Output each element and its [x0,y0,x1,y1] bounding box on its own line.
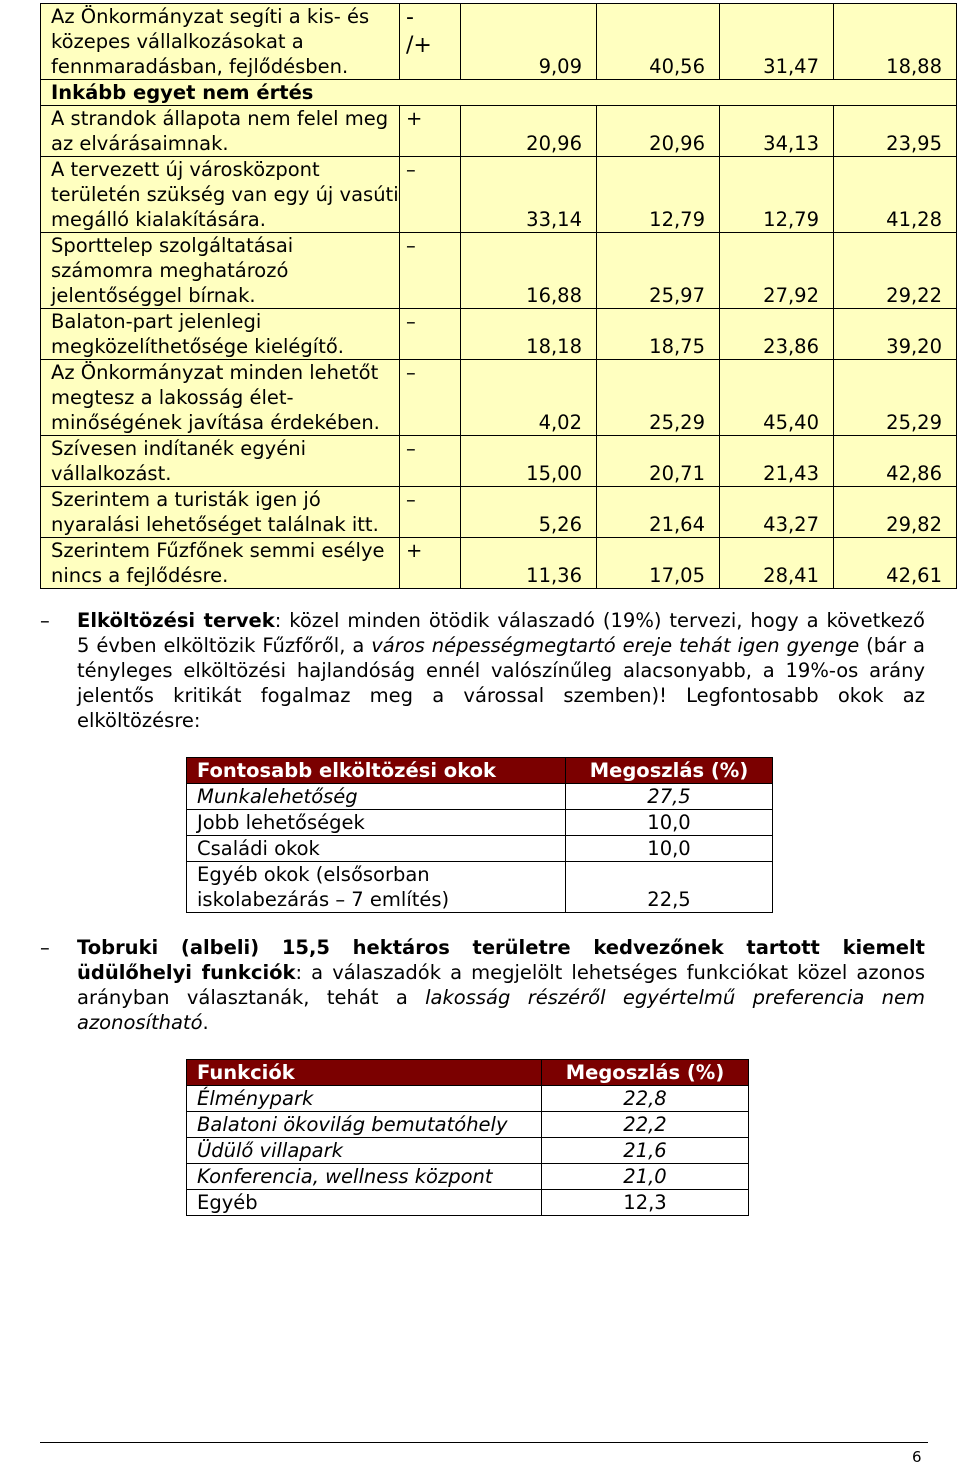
value-cell: 9,09 [461,4,597,80]
value-cell: 42,61 [834,538,957,589]
statement-cell: A strandok állapota nem felel meg az elvárásaimnak. [41,106,400,157]
statement-cell: Az Önkormányzat minden lehetőt megtesz a lakosság élet-minőségének javítása érdekében. [41,360,400,436]
table-row [41,538,957,589]
table-row [187,1112,749,1138]
paragraph-italic: város népességmegtartó ereje tehát igen gyenge [371,634,860,657]
table-row [187,810,773,836]
page-number: 6 [912,1448,922,1466]
function-value: 21,6 [542,1138,749,1164]
value-cell: 23,95 [834,106,957,157]
value-cell: 20,96 [461,106,597,157]
paragraph-moving-plans [40,608,925,733]
table-row [41,436,957,487]
statement-cell: Balaton-part jelenlegi megközelíthetősége kielégítő. [41,309,400,360]
bullet-dash: – [40,936,50,959]
table-row [41,157,957,233]
value-cell: 40,56 [597,4,720,80]
sign-cell: – [400,436,461,487]
sign-cell: + [400,106,461,157]
reason-label: Munkalehetőség [187,784,566,810]
value-cell: 25,29 [597,360,720,436]
value-cell: 25,29 [834,360,957,436]
table-row [187,1138,749,1164]
function-label: Balatoni ökovilág bemutatóhely [187,1112,542,1138]
statement-cell: Az Önkormányzat segíti a kis- és közepes vállalkozásokat a fennmaradásban, fejlődésben. [41,4,400,80]
paragraph-bold: Elköltözési tervek [77,609,275,632]
value-cell: 18,88 [834,4,957,80]
group-heading: Inkább egyet nem értés [41,80,957,106]
value-cell: 28,41 [720,538,834,589]
value-cell: 12,79 [720,157,834,233]
paragraph-span: : közel minden ötödik válaszadó (19%) tervezi, hogy a következő 5 évben elköltözik Fűzfőről, a [77,609,925,657]
sign-cell: + [400,538,461,589]
value-cell: 43,27 [720,487,834,538]
paragraph-span: (bár a tényleges elköltözési hajlandóság ennél valószínűleg alacsonyabb, a 19%-os arány jelentős kritikát fogalmaz meg a várossal szemben)! Legfontosabb okok az elköltözésre: [77,634,925,732]
value-cell: 31,47 [720,4,834,80]
sign-cell: – [400,309,461,360]
paragraph-text [77,935,925,1035]
column-header: Megoszlás (%) [566,758,773,784]
value-cell: 21,64 [597,487,720,538]
reason-label: Családi okok [187,836,566,862]
value-cell: 17,05 [597,538,720,589]
value-cell: 42,86 [834,436,957,487]
value-cell: 5,26 [461,487,597,538]
value-cell: 34,13 [720,106,834,157]
value-cell: 21,43 [720,436,834,487]
footer-divider [40,1442,928,1443]
table-row [187,862,773,913]
reason-value: 10,0 [566,810,773,836]
paragraph-italic: lakosság részéről egyértelmű preferencia nem azonosítható [77,986,925,1034]
column-header: Megoszlás (%) [542,1060,749,1086]
reason-label: Egyéb okok (elsősorban iskolabezárás – 7 említés) [187,862,566,913]
value-cell: 41,28 [834,157,957,233]
table-row [187,784,773,810]
value-cell: 33,14 [461,157,597,233]
table-row [41,4,957,80]
statement-cell: Szerintem Fűzfőnek semmi esélye nincs a fejlődésre. [41,538,400,589]
value-cell: 25,97 [597,233,720,309]
value-cell: 29,22 [834,233,957,309]
value-cell: 39,20 [834,309,957,360]
sign-cell: – [400,157,461,233]
function-value: 22,8 [542,1086,749,1112]
table-row [41,487,957,538]
value-cell: 18,75 [597,309,720,360]
function-label: Üdülő villapark [187,1138,542,1164]
reason-value: 10,0 [566,836,773,862]
value-cell: 20,71 [597,436,720,487]
value-cell: 23,86 [720,309,834,360]
statement-cell: Szívesen indítanék egyéni vállalkozást. [41,436,400,487]
column-header: Fontosabb elköltözési okok [187,758,566,784]
reason-value: 27,5 [566,784,773,810]
reason-value: 22,5 [566,862,773,913]
value-cell: 16,88 [461,233,597,309]
table-row [187,1164,749,1190]
table-row [41,309,957,360]
value-cell: 20,96 [597,106,720,157]
value-cell: 15,00 [461,436,597,487]
table-row [41,360,957,436]
table-header-row [187,758,773,784]
sign-cell: – [400,360,461,436]
column-header: Funkciók [187,1060,542,1086]
moving-reasons-table [186,757,773,913]
value-cell: 45,40 [720,360,834,436]
value-cell: 18,18 [461,309,597,360]
table-row [187,1086,749,1112]
function-label: Konferencia, wellness központ [187,1164,542,1190]
value-cell: 11,36 [461,538,597,589]
paragraph-text [77,608,925,733]
table-header-row [187,1060,749,1086]
survey-table [40,3,957,589]
value-cell: 29,82 [834,487,957,538]
table-row [41,233,957,309]
value-cell: 4,02 [461,360,597,436]
paragraph-span: : a válaszadók a megjelölt lehetséges funkciókat közel azonos arányban választanák, tehát a [77,961,925,1009]
paragraph-bold: Tobruki (albeli) 15,5 hektáros területre kedvezőnek tartott kiemelt üdülőhelyi funkciók [77,936,925,984]
bullet-dash: – [40,609,50,632]
paragraph-tobruk-functions [40,935,925,1035]
table-row [41,106,957,157]
group-row [41,80,957,106]
paragraph-span: . [202,1011,209,1034]
function-value: 22,2 [542,1112,749,1138]
value-cell: 27,92 [720,233,834,309]
reason-label: Jobb lehetőségek [187,810,566,836]
function-label: Egyéb [187,1190,542,1216]
functions-table [186,1059,749,1216]
sign-cell: – [400,233,461,309]
statement-cell: Sporttelep szolgáltatásai számomra meghatározó jelentőséggel bírnak. [41,233,400,309]
function-value: 21,0 [542,1164,749,1190]
value-cell: 12,79 [597,157,720,233]
sign-cell: – [400,487,461,538]
function-value: 12,3 [542,1190,749,1216]
statement-cell: A tervezett új városközpont területén szükség van egy új vasúti megálló kialakítására. [41,157,400,233]
table-row [187,1190,749,1216]
sign-cell: - /+ [400,4,461,80]
table-row [187,836,773,862]
statement-cell: Szerintem a turisták igen jó nyaralási lehetőséget találnak itt. [41,487,400,538]
function-label: Élménypark [187,1086,542,1112]
